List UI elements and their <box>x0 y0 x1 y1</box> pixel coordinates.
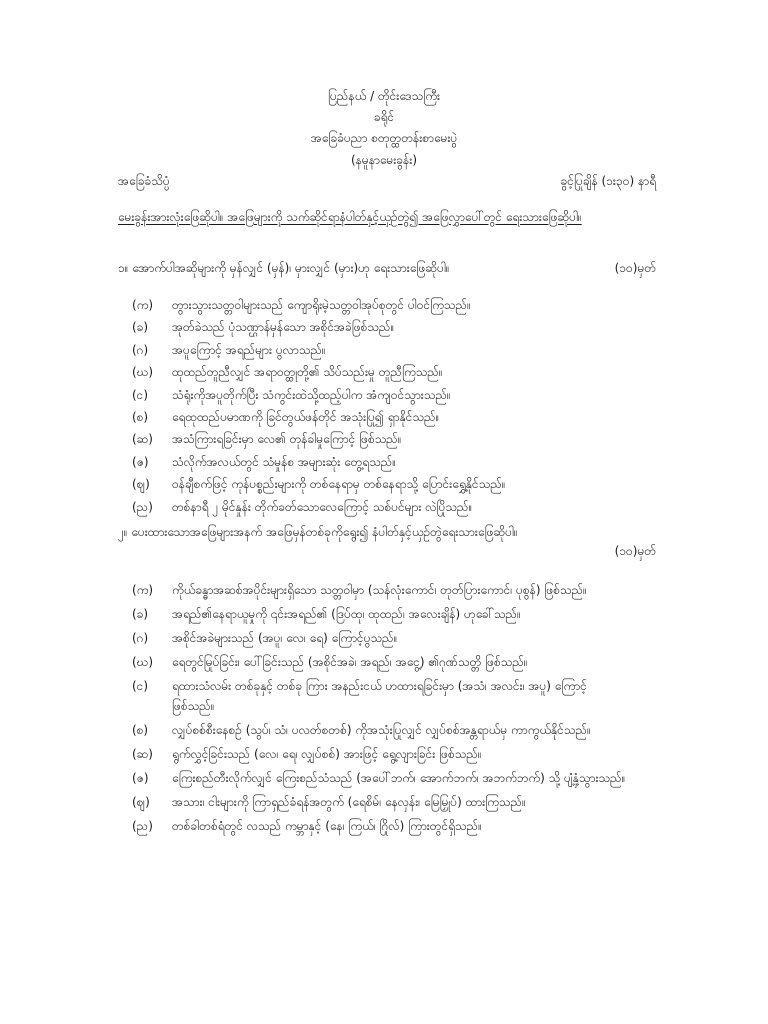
item-label: (စ) <box>132 409 149 424</box>
list-item <box>132 361 632 383</box>
list-item <box>132 473 632 495</box>
item-label: (ည) <box>132 819 153 833</box>
list-item <box>132 451 632 473</box>
item-text: ကြေးစည်တီးလိုက်လျှင် ကြေးစည်သံသည် (အပေါ်ဘက်၊ အောက်ဘက်၊ အဘက်ဘက်) သို့ ပျံ့နှံ့သွားသည်။ <box>172 771 626 785</box>
item-text: တစ်ခါတစ်ရံတွင် လသည် ကမ္ဘာနှင့် (နေ၊ ကြယ်၊ ဂြိုလ်) ကြားတွင်ရှိသည်။ <box>172 819 482 833</box>
list-item <box>132 720 632 740</box>
item-text: အရည်၏နေရာယူမှုကို ၎င်းအရည်၏ (ဒြပ်ထု၊ ထုထည်၊ အလေးချိန်) ဟုခေါ်သည်။ <box>172 607 521 621</box>
item-text: အသံကြားရခြင်းမှာ လေ၏ တုန်ခါမှုကြောင့် ဖြစ်သည်။ <box>172 432 402 447</box>
item-label: (က) <box>132 298 154 312</box>
list-item <box>132 676 632 716</box>
list-item <box>132 339 632 361</box>
question-1-marks: (၁၀)မှတ် <box>614 261 656 275</box>
item-label: (ဆ) <box>132 432 153 447</box>
list-item <box>132 744 632 764</box>
list-item <box>132 406 632 428</box>
general-instruction: မေးခွန်းအားလုံးဖြေဆိုပါ။ အဖြေများကို သက်ဆိုင်ရာနံပါတ်နှင့်ယှဉ်တွဲ၍ အဖြေလွှာပေါ်တွင် ရေးသားဖြေဆိုပါ။ <box>118 210 582 224</box>
time-allowed: ခွင့်ပြုချိန် (၁း၃၀) နာရီ <box>560 174 656 188</box>
item-label: (င) <box>132 387 149 402</box>
item-label: (င) <box>132 679 149 693</box>
item-text: ထုထည်တူညီလျှင် အရာဝတ္ထုတို့၏ သိပ်သည်းမှု တူညီကြသည်။ <box>172 365 443 380</box>
item-label: (ဂ) <box>132 631 149 645</box>
item-label: (ဆ) <box>132 747 153 761</box>
item-label: (ဇ) <box>132 771 149 785</box>
item-text: ရထားသံလမ်း တစ်ခုနှင့် တစ်ခု ကြား အနည်းငယ် ဟထားရခြင်းမှာ (အသံ၊ အလင်း၊ အပူ) ကြောင့် ဖြစ်သည်။ <box>172 679 587 713</box>
list-item <box>132 428 632 450</box>
item-label: (ည) <box>132 499 153 514</box>
list-item <box>132 792 632 812</box>
list-item <box>132 294 632 316</box>
item-label: (ဈ) <box>132 795 150 809</box>
question-2-items <box>132 580 632 840</box>
district-line: ခရိုင် <box>373 110 395 124</box>
exam-title: အခြေခံပညာ စတုတ္ထတန်းစာမေးပွဲ <box>310 131 458 145</box>
list-item <box>132 496 632 518</box>
question-2-title: ၂။ ပေးထားသောအဖြေများအနက် အဖြေမှန်တစ်ခုကိုရွေး၍ နံပါတ်နှင့်ယှဉ်တွဲရေးသားဖြေဆိုပါ။ <box>118 525 518 539</box>
item-text: ရွက်လွှင့်ခြင်းသည် (လေ၊ ရေ၊ လျှပ်စစ်) အားဖြင့် ရွေ့လျားခြင်း ဖြစ်သည်။ <box>172 747 482 761</box>
item-label: (ဃ) <box>132 365 154 380</box>
list-item <box>132 384 632 406</box>
item-text: တွားသွားသတ္တဝါများသည် ကျောရိုးမဲ့သတ္တဝါအုပ်စုတွင် ပါဝင်ကြသည်။ <box>172 298 471 312</box>
item-label: (ခ) <box>132 320 149 335</box>
exam-subtitle: (နမူနာမေးခွန်း) <box>351 153 417 167</box>
item-text: သံလိုက်အလယ်တွင် သံမှုန်စ အများဆုံး တွေ့ရသည်။ <box>172 454 397 469</box>
item-label: (ဂ) <box>132 342 149 357</box>
question-1-title: ၁။ အောက်ပါအဆိုများကို မှန်လျှင် (မှန်)၊ မှားလျှင် (မှား)ဟု ရေးသားဖြေဆိုပါ။ <box>118 261 450 275</box>
item-text: သံရုံးကိုအပူတိုက်ပြီး သံကွင်းထဲသို့ထည့်ပါက အံကျဝင်သွားသည်။ <box>172 387 451 402</box>
item-text: အပူကြောင့် အရည်များ ပွလာသည်။ <box>172 342 326 357</box>
item-text: တစ်နာရီ ၂ မိုင်နှုန်း တိုက်ခတ်သောလေကြောင့် သစ်ပင်များ လဲပြိုသည်။ <box>172 499 473 514</box>
item-label: (က) <box>132 583 154 597</box>
question-1-items <box>132 294 632 518</box>
item-text: အစိုင်အခဲများသည် (အပူ၊ လေ၊ ရေ) ကြောင့်ပွသည်။ <box>172 631 398 645</box>
list-item <box>132 604 632 624</box>
item-label: (ဃ) <box>132 655 154 669</box>
item-text: ရေထုထည်ပမာဏကို ခြင်တွယ်ဖန်တိုင် အသုံးပြု၍ ရှာနိုင်သည်။ <box>172 409 440 424</box>
list-item <box>132 316 632 338</box>
subject-label: အခြေခံသိပ္ပံ <box>118 174 170 188</box>
item-label: (စ) <box>132 723 149 737</box>
list-item <box>132 816 632 836</box>
region-line: ပြည်နယ် / တိုင်းဒေသကြီး <box>327 89 441 103</box>
item-text: ရေတွင်မြုပ်ခြင်း၊ ပေါ်ခြင်းသည် (အစိုင်အခဲ၊ အရည်၊ အငွေ့) ၏ဂုဏ်သတ္တိ ဖြစ်သည်။ <box>172 655 528 669</box>
item-text: အုတ်ခဲသည် ပုံသဏ္ဌာန်မှန်သော အစိုင်အခဲဖြစ်သည်။ <box>172 320 395 335</box>
item-text: အသား၊ ငါးများကို ကြာရှည်ခံရန်အတွက် (ရေစိမ်၊ နေလှန်း၊ မြေမြှုပ်) ထားကြသည်။ <box>172 795 526 809</box>
question-2-marks: (၁၀)မှတ် <box>614 544 656 558</box>
item-text: လျှပ်စစ်စီးနေစဉ် (သွပ်၊ သံ၊ ပလတ်စတစ်) ကိုအသုံးပြုလျှင် လျှပ်စစ်အန္တရာယ်မှ ကာကွယ်နိုင်သည်။ <box>172 723 591 737</box>
list-item <box>132 628 632 648</box>
item-text: ကိုယ်ခန္ဓာအဆစ်အပိုင်းများရှိသော သတ္တဝါမှာ (သန်လုံးကောင်၊ တုတ်ပြားကောင်၊ ပုစွန်) ဖြစ်သည်။ <box>172 583 587 597</box>
list-item <box>132 768 632 788</box>
list-item <box>132 580 632 600</box>
list-item <box>132 652 632 672</box>
item-label: (ဈ) <box>132 477 150 492</box>
item-label: (ခ) <box>132 607 149 621</box>
item-label: (ဇ) <box>132 454 149 469</box>
item-text: ဝန်ချီစက်ဖြင့် ကုန်ပစ္စည်းများကို တစ်နေရာမှ တစ်နေရာသို့ ပြောင်းရွှေ့နိုင်သည်။ <box>172 477 506 492</box>
